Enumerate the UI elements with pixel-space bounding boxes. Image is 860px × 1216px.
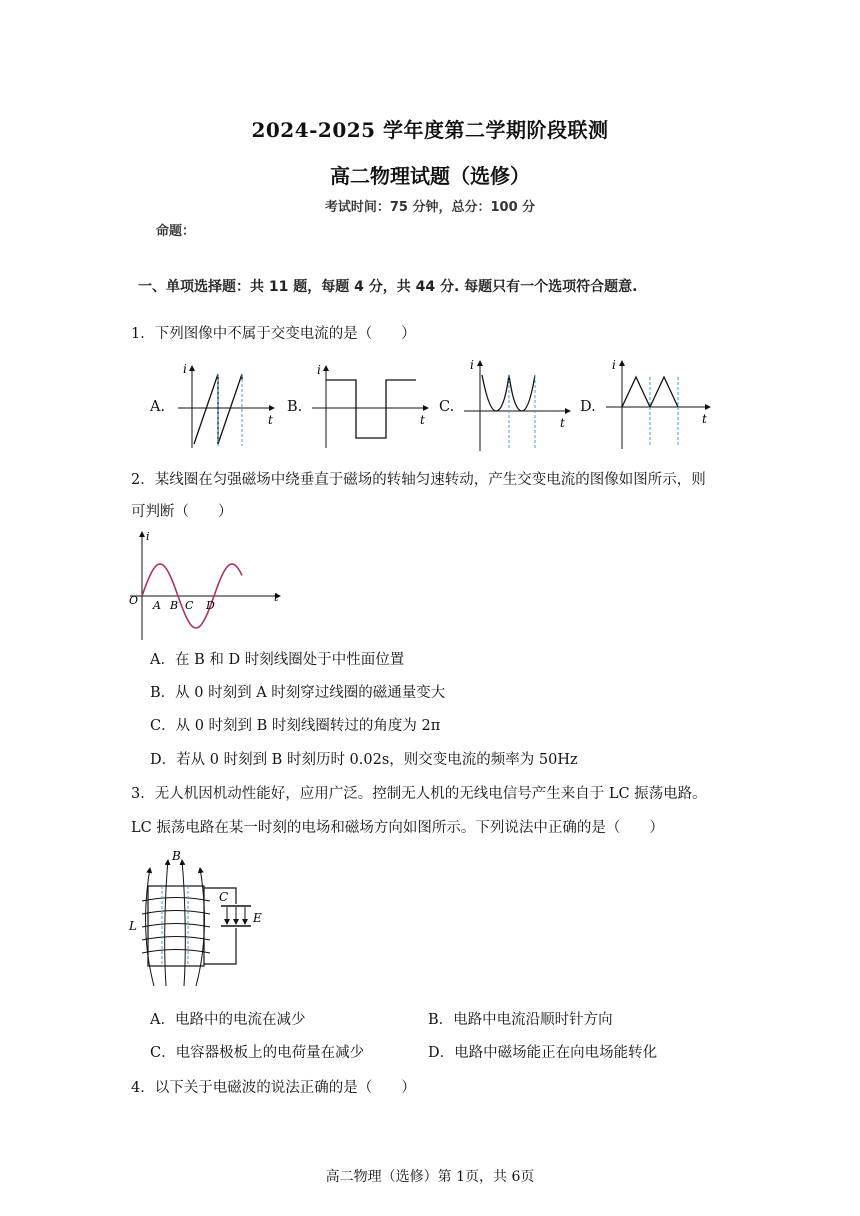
q3-b-label: B xyxy=(172,849,181,863)
q1-c-i-label: i xyxy=(470,358,474,372)
q2-origin-label: O xyxy=(129,594,139,607)
q1-b-curve xyxy=(326,380,416,438)
q2-label-a: A xyxy=(153,599,161,612)
section-heading: 一、单项选择题：共 11 题，每题 4 分，共 44 分. 每题只有一个选项符合题意. xyxy=(138,279,638,295)
q2-option-b: B．从 0 时刻到 A 时刻穿过线圈的磁通量变大 xyxy=(150,685,446,701)
q2-label-b: B xyxy=(170,599,179,612)
q1-d-t-label: t xyxy=(702,412,707,426)
q3-wire-bottom xyxy=(204,928,236,964)
exam-info: 考试时间：75 分钟，总分：100 分 xyxy=(324,200,536,215)
q1-graph-b xyxy=(310,360,435,455)
q2-label-d: D xyxy=(206,599,215,612)
q3-coil-windings xyxy=(142,898,210,954)
q1-option-a-label: A. xyxy=(150,399,166,415)
q1-a-t-label: t xyxy=(268,413,273,427)
q3-l-label: L xyxy=(129,919,137,933)
q3-stem-line1: 3．无人机因机动性能好，应用广泛。控制无人机的无线电信号产生来自于 LC 振荡电路。 xyxy=(131,786,707,802)
q3-lc-circuit-figure xyxy=(126,846,266,991)
q2-label-c: C xyxy=(185,599,194,612)
q1-option-c-label: C. xyxy=(439,399,455,415)
q1-b-i-label: i xyxy=(317,363,321,377)
q3-e-label: E xyxy=(253,911,262,925)
q3-option-d: D．电路中磁场能正在向电场能转化 xyxy=(428,1045,658,1061)
author-label: 命题： xyxy=(156,224,196,239)
q2-stem-line2: 可判断（ ） xyxy=(131,504,233,520)
q2-option-a: A．在 B 和 D 时刻线圈处于中性面位置 xyxy=(150,652,405,668)
q4-stem: 4．以下关于电磁波的说法正确的是（ ） xyxy=(131,1080,416,1096)
q1-option-b-label: B. xyxy=(287,399,303,415)
q1-graph-d xyxy=(604,355,716,455)
exam-title: 2024-2025 学年度第二学期阶段联测 xyxy=(251,118,609,142)
q3-option-b: B．电路中电流沿顺时针方向 xyxy=(428,1012,613,1028)
exam-subtitle: 高二物理试题（选修） xyxy=(330,164,530,188)
q2-t-label: t xyxy=(274,591,279,604)
q1-option-d-label: D. xyxy=(580,399,596,415)
q2-option-d: D．若从 0 时刻到 B 时刻历时 0.02s，则交变电流的频率为 50Hz xyxy=(150,752,578,768)
q2-i-label: i xyxy=(146,530,150,543)
q1-c-t-label: t xyxy=(560,416,565,430)
q3-c-label: C xyxy=(219,890,229,904)
q1-graph-a xyxy=(176,360,281,455)
q1-graph-c xyxy=(462,355,577,455)
q3-stem-line2: LC 振荡电路在某一时刻的电场和磁场方向如图所示。下列说法中正确的是（ ） xyxy=(131,820,664,836)
q1-d-i-label: i xyxy=(612,358,616,372)
q2-option-c: C．从 0 时刻到 B 时刻线圈转过的角度为 2π xyxy=(150,718,441,734)
q1-b-t-label: t xyxy=(420,413,425,427)
q3-option-c: C．电容器极板上的电荷量在减少 xyxy=(150,1045,365,1061)
page-footer: 高二物理（选修）第 1页，共 6页 xyxy=(325,1169,535,1185)
q2-graph xyxy=(126,528,286,643)
q1-stem: 1．下列图像中不属于交变电流的是（ ） xyxy=(131,326,416,342)
q3-field-line xyxy=(165,860,168,986)
q1-a-i-label: i xyxy=(183,362,187,376)
q3-field-line xyxy=(182,860,185,986)
q2-stem-line1: 2．某线圈在匀强磁场中绕垂直于磁场的转轴匀速转动，产生交变电流的图像如图所示，则 xyxy=(131,472,706,488)
q3-option-a: A．电路中的电流在减少 xyxy=(150,1012,306,1028)
